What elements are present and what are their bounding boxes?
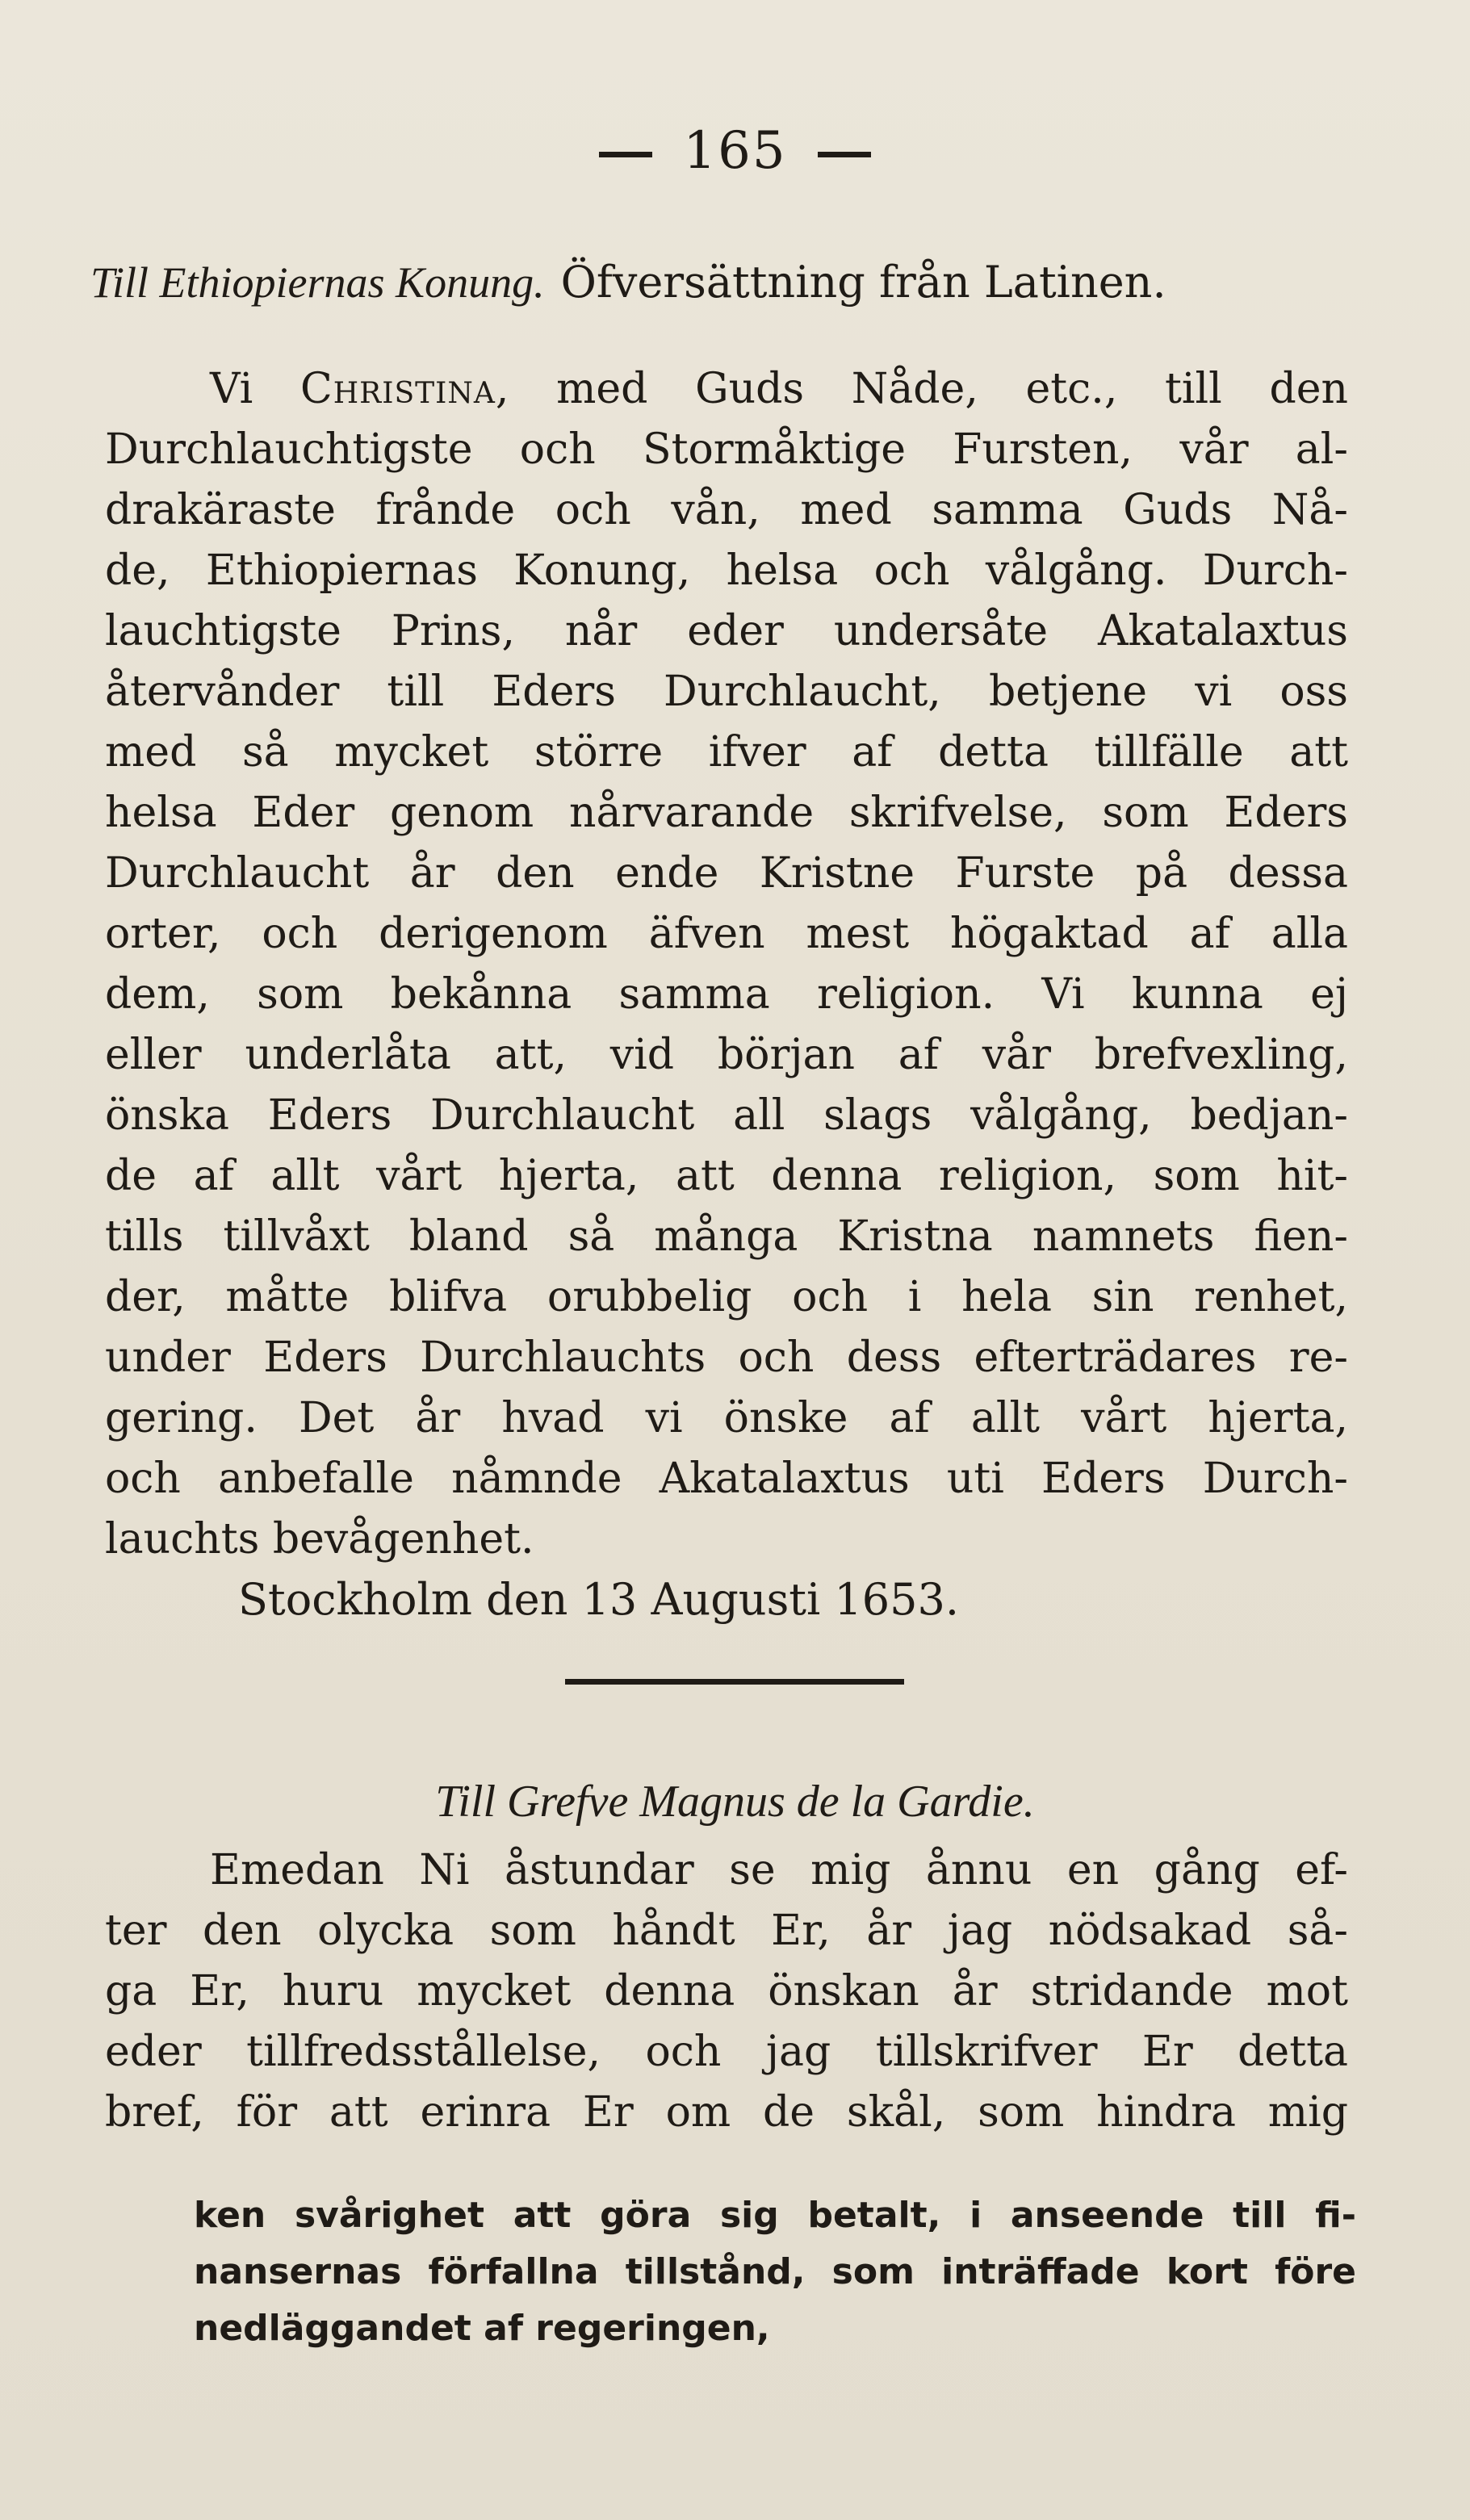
letter1-signoff: Stockholm den 13 Augusti 1653. — [238, 1574, 960, 1625]
sender-name: Christina — [299, 365, 496, 413]
letter1-line: lauchtigste Prins, når eder undersåte Akatalaxtus — [105, 607, 1348, 655]
translation-note: Öfversättning från Latinen. — [560, 257, 1166, 308]
letter1-line: helsa Eder genom nårvarande skrifvelse, som Eders — [105, 789, 1348, 837]
letter1-line: drakäraste frånde och vån, med samma Guds Nå- — [105, 486, 1348, 534]
letter1-line: orter, och derigenom äfven mest högaktad af alla — [105, 910, 1348, 958]
letter1-line: med så mycket större ifver af detta tillfälle att — [105, 728, 1348, 777]
section-divider — [565, 1679, 904, 1685]
letter1-line: de, Ethiopiernas Konung, helsa och vålgång. Durch- — [105, 546, 1348, 595]
opening-prefix: Vi — [210, 365, 253, 413]
letter1-line: tills tillvåxt bland så många Kristna namnets fien- — [105, 1212, 1348, 1261]
letter1-line: under Eders Durchlauchts och dess efterträdares re- — [105, 1333, 1348, 1382]
letter1-line: och anbefalle nåmnde Akatalaxtus uti Eders Durch- — [105, 1455, 1348, 1503]
letter1-line: Durchlaucht år den ende Kristne Furste på dessa — [105, 849, 1348, 898]
letter2-line: bref, för att erinra Er om de skål, som hindra mig — [105, 2088, 1348, 2137]
letter1-line: Durchlauchtigste och Stormåktige Fursten, vår al- — [105, 425, 1348, 474]
left-dash — [599, 152, 652, 157]
letter2-line: ter den olycka som håndt Er, år jag nödsakad så- — [105, 1907, 1348, 1955]
letter1-line: återvånder till Eders Durchlaucht, betjene vi oss — [105, 668, 1348, 716]
footnote-line: ken svårighet att göra sig betalt, i anseende till fi- — [194, 2195, 1356, 2236]
letter1-line: önska Eders Durchlaucht all slags vålgång, bedjan- — [105, 1091, 1348, 1140]
letter1-line: gering. Det år hvad vi önske af allt vårt hjerta, — [105, 1394, 1348, 1442]
letter1-line: de af allt vårt hjerta, att denna religion, som hit- — [105, 1152, 1348, 1200]
footnote-line: nansernas förfallna tillstånd, som inträffade kort före — [194, 2251, 1356, 2292]
letter1-line: eller underlåta att, vid början af vår brefvexling, — [105, 1031, 1348, 1079]
letter1-line: lauchts bevågenhet. — [105, 1515, 534, 1563]
letter2-line: Emedan Ni åstundar se mig ånnu en gång ef- — [210, 1846, 1348, 1894]
letter2-line: ga Er, huru mycket denna önskan år stridande mot — [105, 1967, 1348, 2016]
footnote-line: nedläggandet af regeringen, — [194, 2308, 770, 2349]
letter1-line: Vi Christina, med Guds Nåde, etc., till den — [210, 365, 1349, 413]
letter2-body — [105, 1840, 1348, 2143]
letter2-line: eder tillfredsstållelse, och jag tillskrifver Er detta — [105, 2028, 1348, 2076]
letter1-heading — [90, 257, 1414, 308]
letter1-body — [105, 359, 1348, 1570]
right-dash — [818, 152, 871, 157]
letter1-line: der, måtte blifva orubbelig och i hela sin renhet, — [105, 1273, 1348, 1321]
letter1-line: dem, som bekånna samma religion. Vi kunna ej — [105, 970, 1348, 1019]
page-number: 165 — [683, 121, 787, 181]
letter1-line-text: med Guds Nåde, etc., till den — [556, 365, 1349, 413]
letter1-addressee: Till Ethiopiernas Konung. — [90, 258, 545, 307]
page-header — [0, 121, 1470, 181]
letter2-addressee: Till Grefve Magnus de la Gardie. — [435, 1777, 1035, 1827]
footnote — [194, 2187, 1356, 2357]
